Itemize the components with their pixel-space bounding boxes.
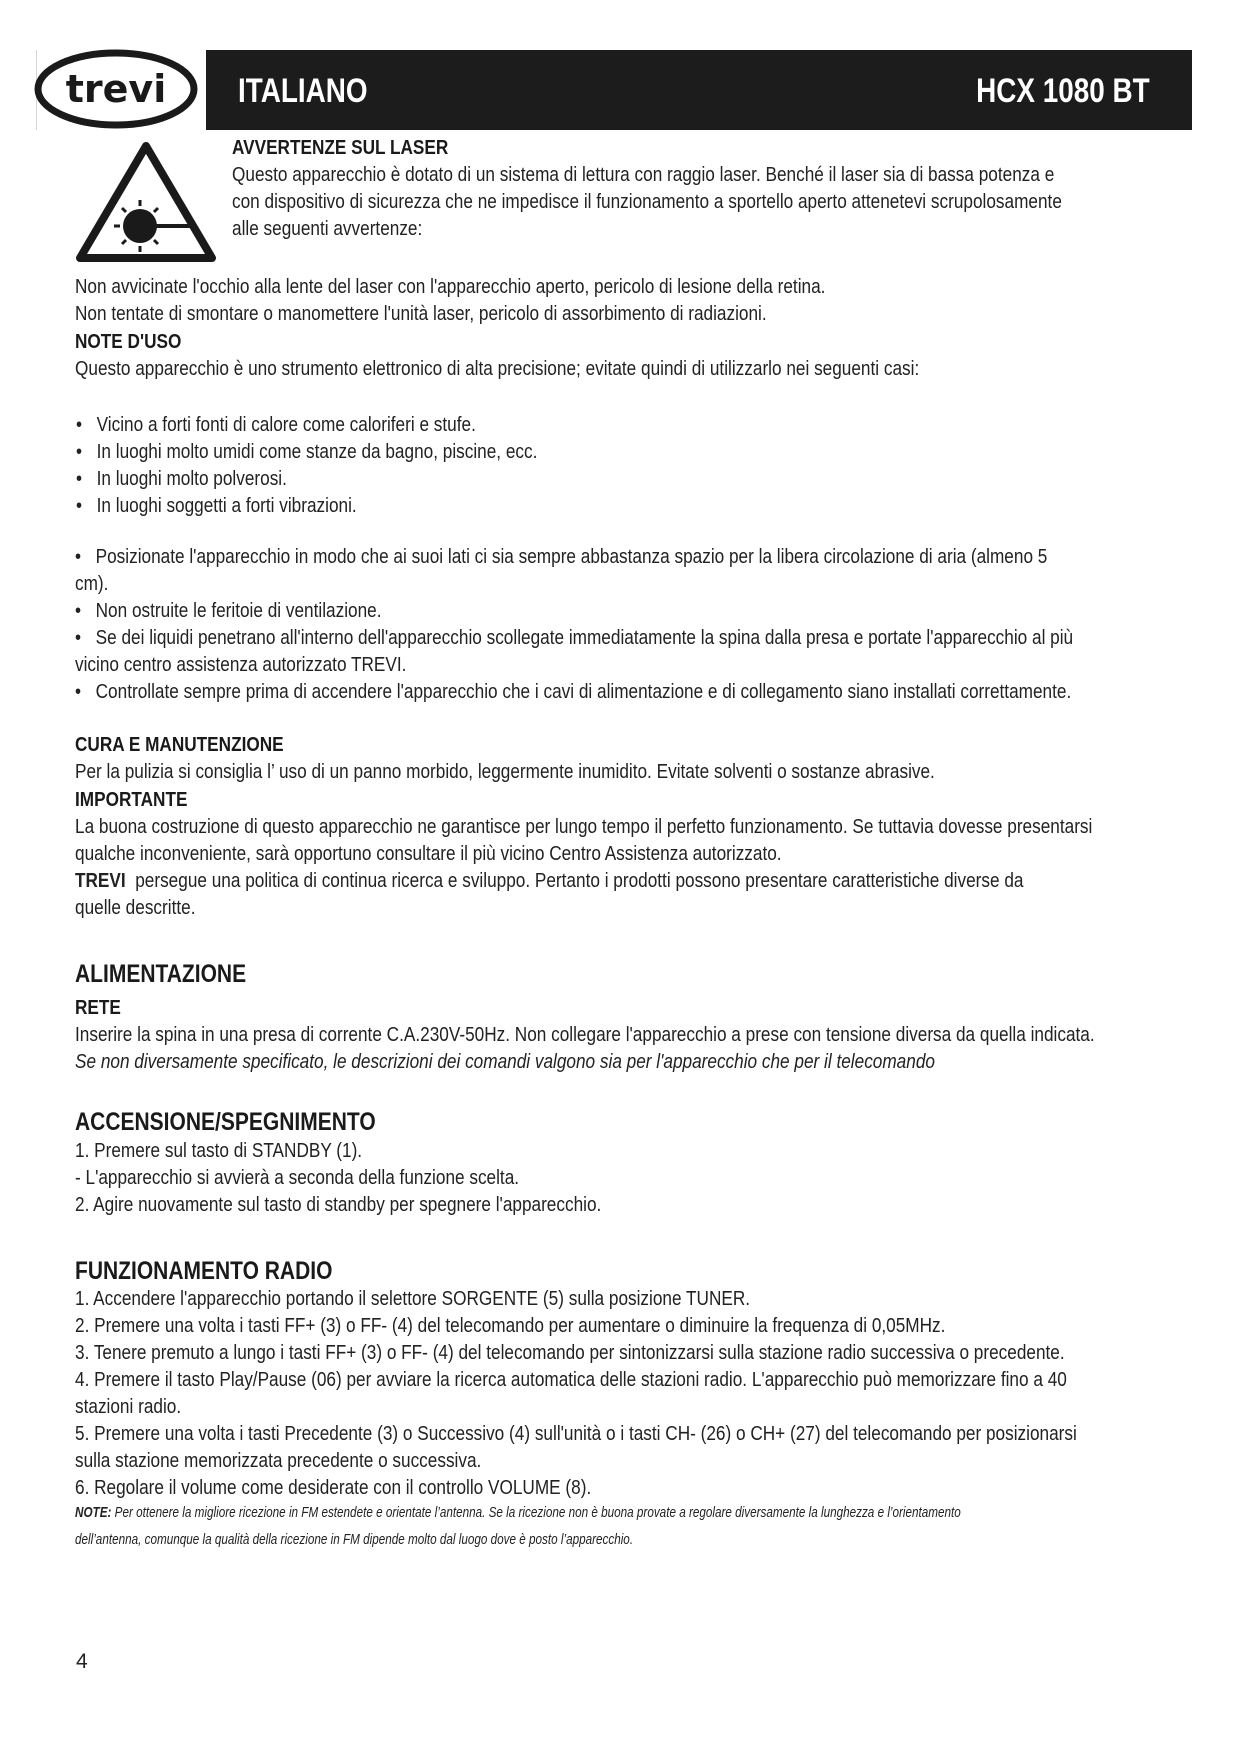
care-title: CURA E MANUTENZIONE bbox=[75, 734, 284, 756]
laser-intro-line: alle seguenti avvertenze: bbox=[232, 218, 423, 240]
radio-step: 6. Regolare il volume come desiderate con il controllo VOLUME (8). bbox=[75, 1477, 592, 1499]
power-subtitle: RETE bbox=[75, 997, 121, 1019]
laser-title: AVVERTENZE SUL LASER bbox=[232, 137, 449, 159]
list-item-text: Posizionate l'apparecchio in modo che ai suoi lati ci sia sempre abbastanza spazio per la libera circolazione di aria (almeno 5 bbox=[95, 546, 1048, 568]
radio-step: 1. Accendere l'apparecchio portando il selettore SORGENTE (5) sulla posizione TUNER. bbox=[75, 1288, 751, 1310]
radio-step: stazioni radio. bbox=[75, 1396, 182, 1418]
bullet: • bbox=[75, 600, 82, 622]
onoff-title: ACCENSIONE/SPEGNIMENTO bbox=[75, 1108, 376, 1136]
power-text: Inserire la spina in una presa di corrente C.A.230V-50Hz. Non collegare l'apparecchio a prese con tensione diversa da quella indicata. bbox=[75, 1024, 1095, 1046]
logo-text: trevi bbox=[65, 67, 167, 111]
list-item bbox=[75, 679, 1073, 706]
list-item bbox=[76, 466, 537, 493]
list-item-continuation: vicino centro assistenza autorizzato TREVI. bbox=[75, 654, 407, 676]
list-item-text: Se dei liquidi penetrano all'interno dell'apparecchio scollegate immediatamente la spina dalla presa e portate l'apparecchio al più bbox=[95, 627, 1074, 649]
list-item-text: Non ostruite le feritoie di ventilazione. bbox=[95, 600, 382, 622]
power-title: ALIMENTAZIONE bbox=[75, 960, 247, 988]
important-line: qualche inconveniente, sarà opportuno consultare il più vicino Centro Assistenza autorizzato. bbox=[75, 843, 782, 865]
radio-step: 5. Premere una volta i tasti Precedente (3) o Successivo (4) sull'unità o i tasti CH- (26) o CH+ (27) del telecomando per posizionarsi bbox=[75, 1423, 1077, 1445]
page-number: 4 bbox=[76, 1650, 88, 1673]
radio-step: 4. Premere il tasto Play/Pause (06) per avviare la ricerca automatica delle stazioni radio. L'apparecchio può memorizzare fino a 40 bbox=[75, 1369, 1067, 1391]
onoff-section bbox=[75, 1106, 687, 1219]
bullet: • bbox=[76, 495, 83, 517]
list-item-continuation: cm). bbox=[75, 573, 109, 595]
bullet: • bbox=[75, 681, 82, 703]
laser-intro-line: con dispositivo di sicurezza che ne impedisce il funzionamento a sportello aperto attenetevi scrupolosamente bbox=[232, 191, 1062, 213]
radio-step: sulla stazione memorizzata precedente o successiva. bbox=[75, 1450, 482, 1472]
radio-title: FUNZIONAMENTO RADIO bbox=[75, 1257, 333, 1285]
laser-warning: Non avvicinate l'occhio alla lente del laser con l'apparecchio aperto, pericolo di lesione della retina. bbox=[75, 276, 826, 298]
usage-title: NOTE D'USO bbox=[75, 331, 182, 353]
list-item-text: In luoghi molto polverosi. bbox=[96, 468, 287, 490]
list-item bbox=[75, 598, 1073, 625]
advice-list bbox=[75, 544, 1236, 706]
list-item bbox=[75, 625, 1073, 652]
policy-text: persegue una politica di continua ricerca e sviluppo. Pertanto i prodotti possono presentare caratteristiche diverse da bbox=[135, 870, 1024, 892]
laser-warning: Non tentate di smontare o manomettere l'unità laser, pericolo di assorbimento di radiazioni. bbox=[75, 303, 767, 325]
laser-warnings bbox=[75, 274, 1057, 383]
list-item-text: Vicino a forti fonti di calore come caloriferi e stufe. bbox=[96, 414, 476, 436]
header-bar bbox=[206, 50, 1192, 130]
onoff-step: 2. Agire nuovamente sul tasto di standby per spegnere l'apparecchio. bbox=[75, 1194, 602, 1216]
care-section bbox=[75, 731, 1241, 922]
laser-intro-line: Questo apparecchio è dotato di un sistema di lettura con raggio laser. Benché il laser sia di bassa potenza e bbox=[232, 164, 1055, 186]
care-text: Per la pulizia si consiglia l’ uso di un panno morbido, leggermente inumidito. Evitate solventi o sostanze abrasive. bbox=[75, 761, 935, 783]
list-item bbox=[76, 412, 537, 439]
header-language: ITALIANO bbox=[238, 72, 368, 110]
laser-section bbox=[232, 134, 1197, 243]
list-item-text: In luoghi molto umidi come stanze da bagno, piscine, ecc. bbox=[96, 441, 538, 463]
list-item bbox=[76, 493, 537, 520]
note-text: Per ottenere la migliore ricezione in FM estendete e orientate l’antenna. Se la ricezione non è buona provate a regolare diversamente la lunghezza e l’orientamento bbox=[111, 1504, 961, 1521]
brand-name: TREVI bbox=[75, 870, 126, 892]
important-line: La buona costruzione di questo apparecchio ne garantisce per lungo tempo il perfetto funzionamento. Se tuttavia dovesse presentarsi bbox=[75, 816, 1093, 838]
power-note: Se non diversamente specificato, le descrizioni dei comandi valgono sia per l'apparecchio che per il telecomando bbox=[75, 1051, 935, 1073]
onoff-step: - L'apparecchio si avvierà a seconda della funzione scelta. bbox=[75, 1167, 520, 1189]
list-item-text: Controllate sempre prima di accendere l'apparecchio che i cavi di alimentazione e di collegamento siano installati correttamente. bbox=[95, 681, 1072, 703]
usage-intro: Questo apparecchio è uno strumento elettronico di alta precisione; evitate quindi di utilizzarlo nei seguenti casi: bbox=[75, 358, 920, 380]
list-item-text: In luoghi soggetti a forti vibrazioni. bbox=[96, 495, 357, 517]
bullet: • bbox=[76, 414, 83, 436]
radio-note-line2: dell’antenna, comunque la qualità della ricezione in FM dipende molto dal luogo dove è posto l’apparecchio. bbox=[75, 1531, 634, 1548]
header-model: HCX 1080 BT bbox=[976, 72, 1150, 110]
bullet: • bbox=[75, 546, 82, 568]
list-item bbox=[76, 439, 537, 466]
radio-step: 3. Tenere premuto a lungo i tasti FF+ (3) o FF- (4) del telecomando per sintonizzarsi sulla stazione radio successiva o precedente. bbox=[75, 1342, 1065, 1364]
radio-step: 2. Premere una volta i tasti FF+ (3) o FF- (4) del telecomando per aumentare o diminuire la frequenza di 0,05MHz. bbox=[75, 1315, 946, 1337]
important-policy-end: quelle descritte. bbox=[75, 897, 196, 919]
power-section bbox=[75, 958, 1241, 1076]
onoff-step: 1. Premere sul tasto di STANDBY (1). bbox=[75, 1140, 363, 1162]
radio-note bbox=[75, 1502, 984, 1524]
bullet: • bbox=[76, 468, 83, 490]
list-item bbox=[75, 544, 1073, 571]
important-policy bbox=[75, 868, 1092, 895]
laser-warning-icon bbox=[74, 140, 218, 264]
important-title: IMPORTANTE bbox=[75, 789, 188, 811]
radio-section bbox=[75, 1256, 1240, 1556]
bullet: • bbox=[76, 441, 83, 463]
note-label: NOTE: bbox=[75, 1504, 112, 1521]
bullet: • bbox=[75, 627, 82, 649]
avoid-list bbox=[76, 412, 613, 520]
trevi-logo bbox=[20, 48, 200, 130]
